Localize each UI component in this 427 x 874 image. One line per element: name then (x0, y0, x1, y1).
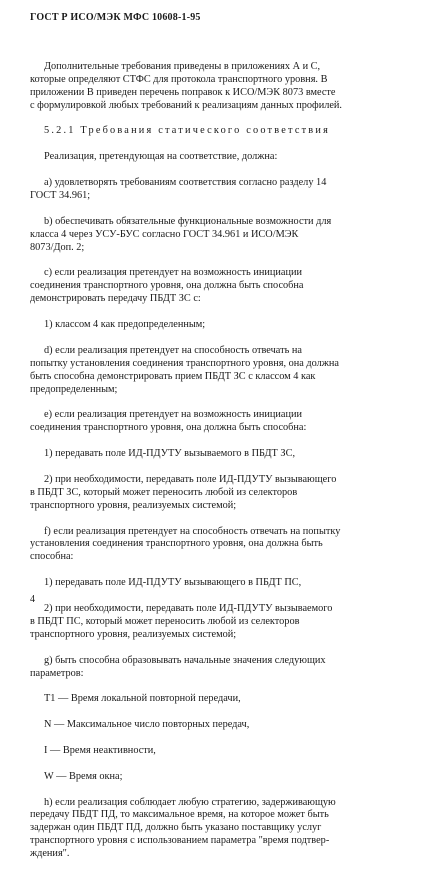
list-subitem: 1) классом 4 как предопределенным; (44, 319, 206, 331)
section-heading: 5.2.1 Требования статического соответствия (44, 125, 331, 137)
parameter-item: N — Максимальное число повторных передач, (44, 719, 250, 731)
document-body (30, 48, 408, 874)
list-item-a: а) удовлетворять требованиям соответствия согласно разделу 14 ГОСТ 34.961; (30, 177, 327, 201)
paragraph: Реализация, претендующая на соответствие, должна: (44, 151, 278, 163)
list-item-e: е) если реализация претендует на возможность инициации соединения транспортного уровня, она должна быть способна: (30, 409, 307, 434)
parameter-item: Т1 — Время локальной повторной передачи, (44, 693, 241, 705)
paragraph-intro: Дополнительные требования приведены в приложениях А и С, которые определяют СТФС для протокола транспортного уровня. В приложении В приведен перечень поправок к ИСО/МЭК 8073 вместе с формулировкой любых требований к реализациям данных профилей. (30, 60, 343, 111)
list-subitem: 2) при необходимости, передавать поле ИД-ПДУТУ вызывающего в ПБДТ ЗС, который может переносить любой из селекторов транспортного уровня, реализуемых системой; (30, 473, 337, 511)
list-item-b: b) обеспечивать обязательные функциональные возможности для класса 4 через УСУ-БУС согласно ГОСТ 34.961 и ИСО/МЭК 8073/Доп. 2; (30, 215, 332, 253)
list-item-f: f) если реализация претендует на способность отвечать на попытку установления соединения транспортного уровня, она должна быть способна: (30, 525, 341, 563)
list-subitem: 1) передавать поле ИД-ПДУТУ вызывающего в ПБДТ ПС, (44, 577, 302, 589)
list-item-d: d) если реализация претендует на способность отвечать на попытку установления соединения транспортного уровня, она должна быть способна демонстрировать прием ПБДТ ЗС с классом 4 как предопределенным; (30, 344, 339, 395)
list-subitem: 1) передавать поле ИД-ПДУТУ вызываемого в ПБДТ ЗС, (44, 448, 296, 460)
page-header: ГОСТ Р ИСО/МЭК МФС 10608-1-95 (30, 12, 201, 23)
list-item-h: h) если реализация соблюдает любую стратегию, задерживающую передачу ПБДТ ПД, то максимальное время, на которое может быть задержан один ПБДТ ПД, должно быть указано поставщику услуг транспортного уровня с использованием параметра "время подтвер- ждения". (30, 796, 336, 860)
parameter-item: I — Время неактивности, (44, 744, 156, 756)
page-number: 4 (30, 594, 35, 605)
parameter-item: W — Время окна; (44, 770, 123, 782)
list-item-g: g) быть способна образовывать начальные значения следующих параметров: (30, 654, 326, 679)
list-subitem: 2) при необходимости, передавать поле ИД-ПДУТУ вызываемого в ПБДТ ПС, который может переносить любой из селекторов транспортного уровня, реализуемых системой; (30, 602, 333, 640)
list-item-c: с) если реализация претендует на возможность инициации соединения транспортного уровня, она должна быть способна демонстрировать передачу ПБДТ ЗС с: (30, 267, 304, 305)
